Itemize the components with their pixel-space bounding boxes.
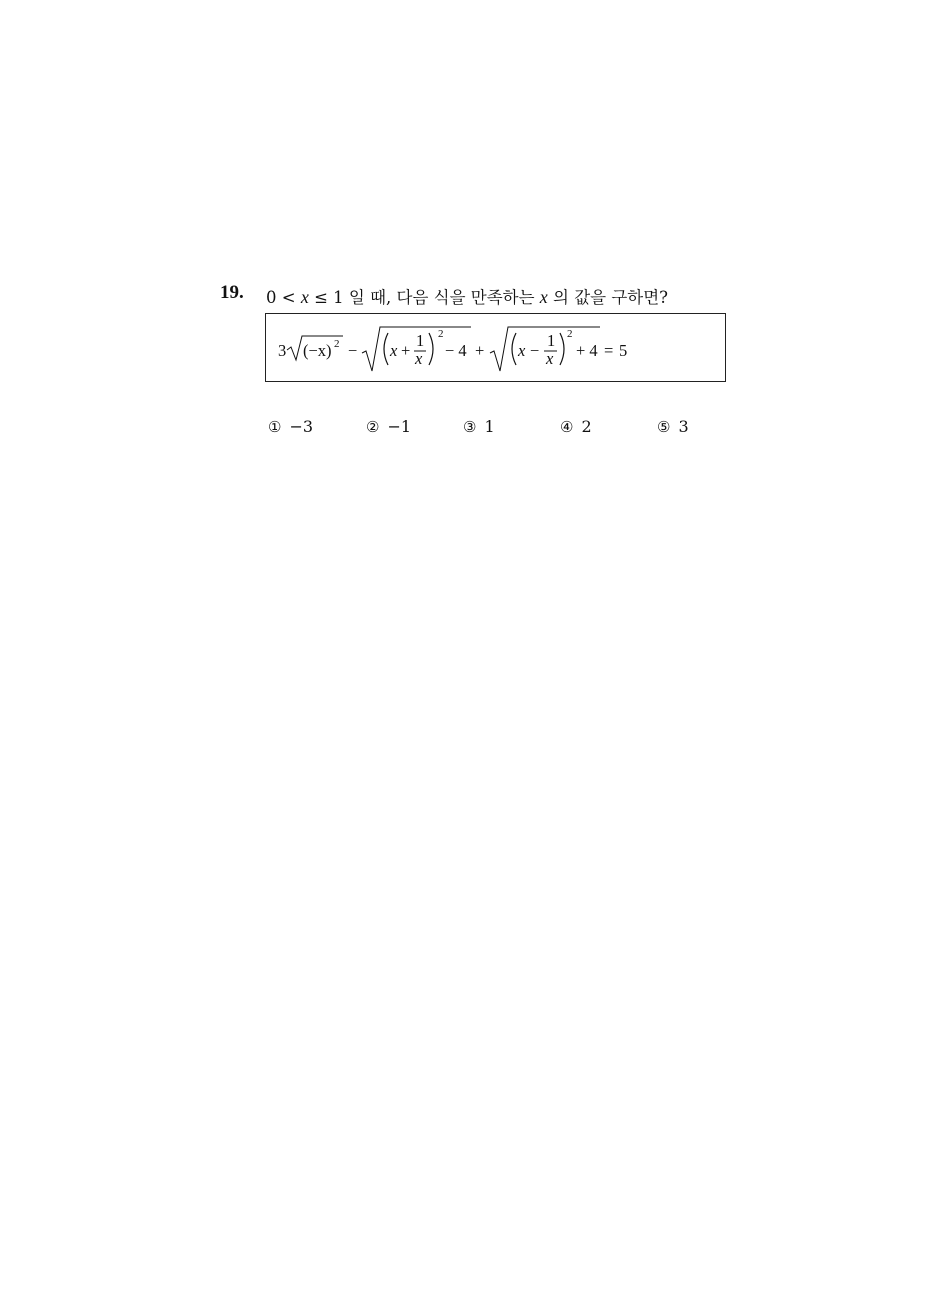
choice-1-value: −3: [289, 417, 314, 436]
eq-frac-num-1: 1: [416, 331, 425, 350]
eq-radicand-1: (−x): [303, 341, 332, 360]
eq-rhs: 5: [619, 341, 628, 360]
choice-3-mark: ③: [463, 418, 477, 436]
condition-variable: x: [300, 287, 309, 307]
condition-suffix: ≤ 1: [308, 288, 344, 307]
left-paren-2: [512, 333, 516, 365]
eq-coefficient: 3: [278, 341, 287, 360]
choice-4[interactable]: [560, 417, 592, 436]
stem-variable: x: [539, 287, 548, 307]
choice-2-mark: ②: [366, 418, 380, 436]
equation: [266, 314, 727, 383]
eq-plus-2: +: [475, 341, 485, 360]
eq-exponent-3: 2: [567, 328, 573, 340]
eq-minus-inner: −: [530, 341, 540, 360]
right-paren-2: [560, 333, 564, 365]
left-paren-1: [384, 333, 388, 365]
answer-choices: [268, 417, 728, 441]
eq-minus-four: − 4: [445, 341, 467, 360]
eq-plus-1: +: [401, 341, 411, 360]
stem-text-1: 일 때, 다음 식을 만족하는: [343, 288, 540, 307]
choice-3[interactable]: [463, 417, 495, 436]
choice-2-value: −1: [387, 417, 412, 436]
eq-frac-den-1: x: [415, 349, 423, 368]
choice-5-mark: ⑤: [657, 418, 671, 436]
choice-5[interactable]: [657, 417, 689, 436]
eq-exponent-2: 2: [438, 328, 444, 340]
eq-plus-four: + 4: [576, 341, 598, 360]
question-stem: [266, 284, 668, 308]
eq-exponent-1: 2: [334, 338, 340, 350]
choice-4-mark: ④: [560, 418, 574, 436]
choice-2[interactable]: [366, 417, 411, 436]
choice-1-mark: ①: [268, 418, 282, 436]
question-number: 19.: [220, 282, 244, 303]
equation-box: [265, 313, 726, 382]
eq-inner-x-1: x: [390, 341, 398, 360]
choice-3-value: 1: [484, 417, 495, 436]
eq-equals: =: [604, 341, 614, 360]
choice-4-value: 2: [581, 417, 592, 436]
right-paren-1: [429, 333, 433, 365]
condition-prefix: 0 <: [266, 288, 301, 307]
stem-text-2: 의 값을 구하면?: [547, 288, 668, 307]
eq-frac-den-2: x: [546, 349, 554, 368]
eq-inner-x-2: x: [518, 341, 526, 360]
eq-minus: −: [348, 341, 358, 360]
eq-frac-num-2: 1: [547, 331, 556, 350]
choice-5-value: 3: [678, 417, 689, 436]
choice-1[interactable]: [268, 417, 313, 436]
